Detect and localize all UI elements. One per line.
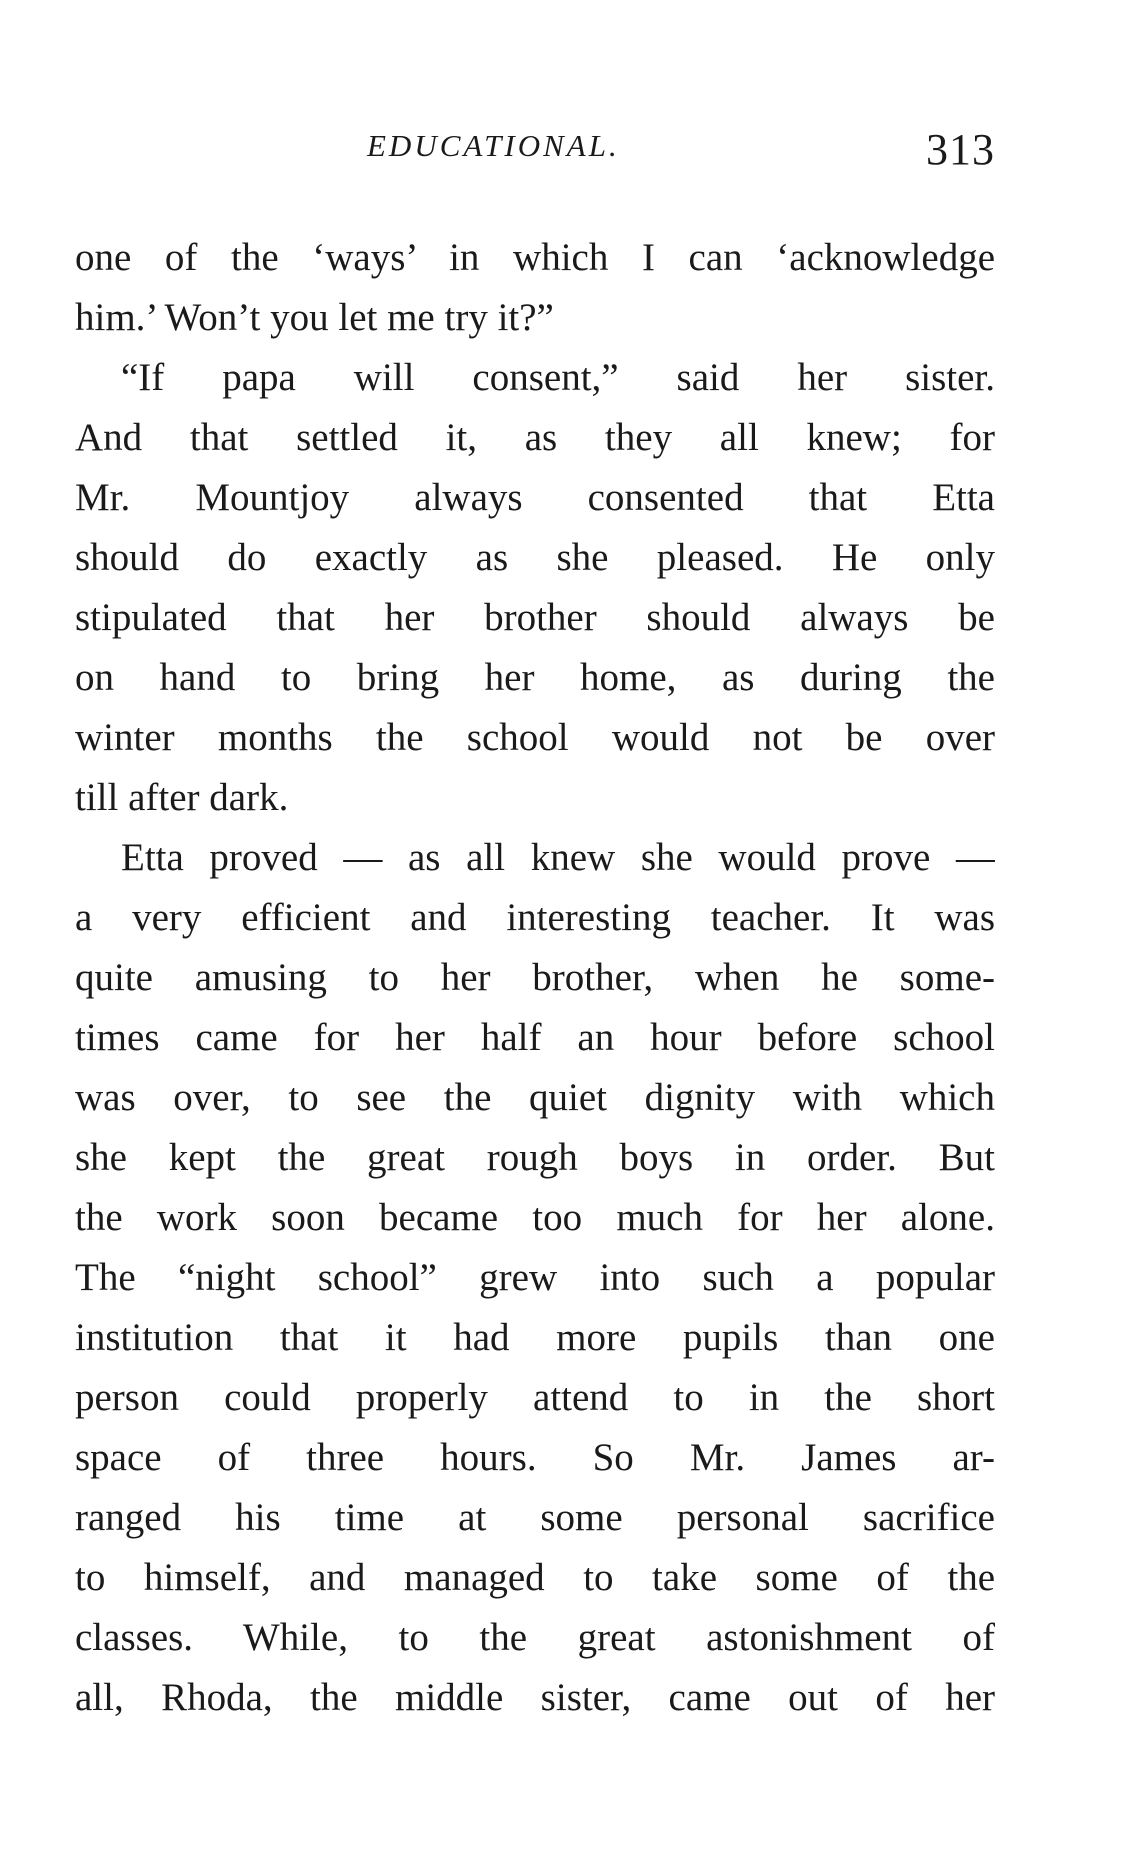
text-line: was over, to see the quiet dignity with which [75,1076,995,1119]
text-line: ranged his time at some personal sacrifice [75,1496,995,1539]
text-line: she kept the great rough boys in order. But [75,1136,995,1179]
text-line: on hand to bring her home, as during the [75,656,995,699]
text-line: space of three hours. So Mr. James ar- [75,1436,995,1479]
text-line: Mr. Mountjoy always consented that Etta [75,476,995,519]
text-line: to himself, and managed to take some of the [75,1556,995,1599]
text-line: person could properly attend to in the short [75,1376,995,1419]
text-line: institution that it had more pupils than one [75,1316,995,1359]
text-line: winter months the school would not be over [75,716,995,759]
text-line: the work soon became too much for her alone. [75,1196,995,1239]
text-line: stipulated that her brother should always be [75,596,995,639]
text-line: one of the ‘ways’ in which I can ‘acknowledge [75,236,995,279]
text-line: till after dark. [75,776,289,819]
text-line: And that settled it, as they all knew; for [75,416,995,459]
text-line: times came for her half an hour before school [75,1016,995,1059]
text-line: quite amusing to her brother, when he some- [75,956,995,999]
text-line: classes. While, to the great astonishment of [75,1616,995,1659]
body-text [75,228,995,1728]
text-line: Etta proved — as all knew she would prove — [121,836,995,879]
text-line: “If papa will consent,” said her sister. [121,356,995,399]
running-head [75,125,995,188]
text-line: should do exactly as she pleased. He only [75,536,995,579]
text-line: The “night school” grew into such a popular [75,1256,995,1299]
page-number: 313 [926,125,995,174]
text-line: all, Rhoda, the middle sister, came out of her [75,1676,995,1719]
text-line: him.’ Won’t you let me try it?” [75,296,554,339]
text-line: a very efficient and interesting teacher. It was [75,896,995,939]
running-title: EDUCATIONAL. [367,128,620,163]
